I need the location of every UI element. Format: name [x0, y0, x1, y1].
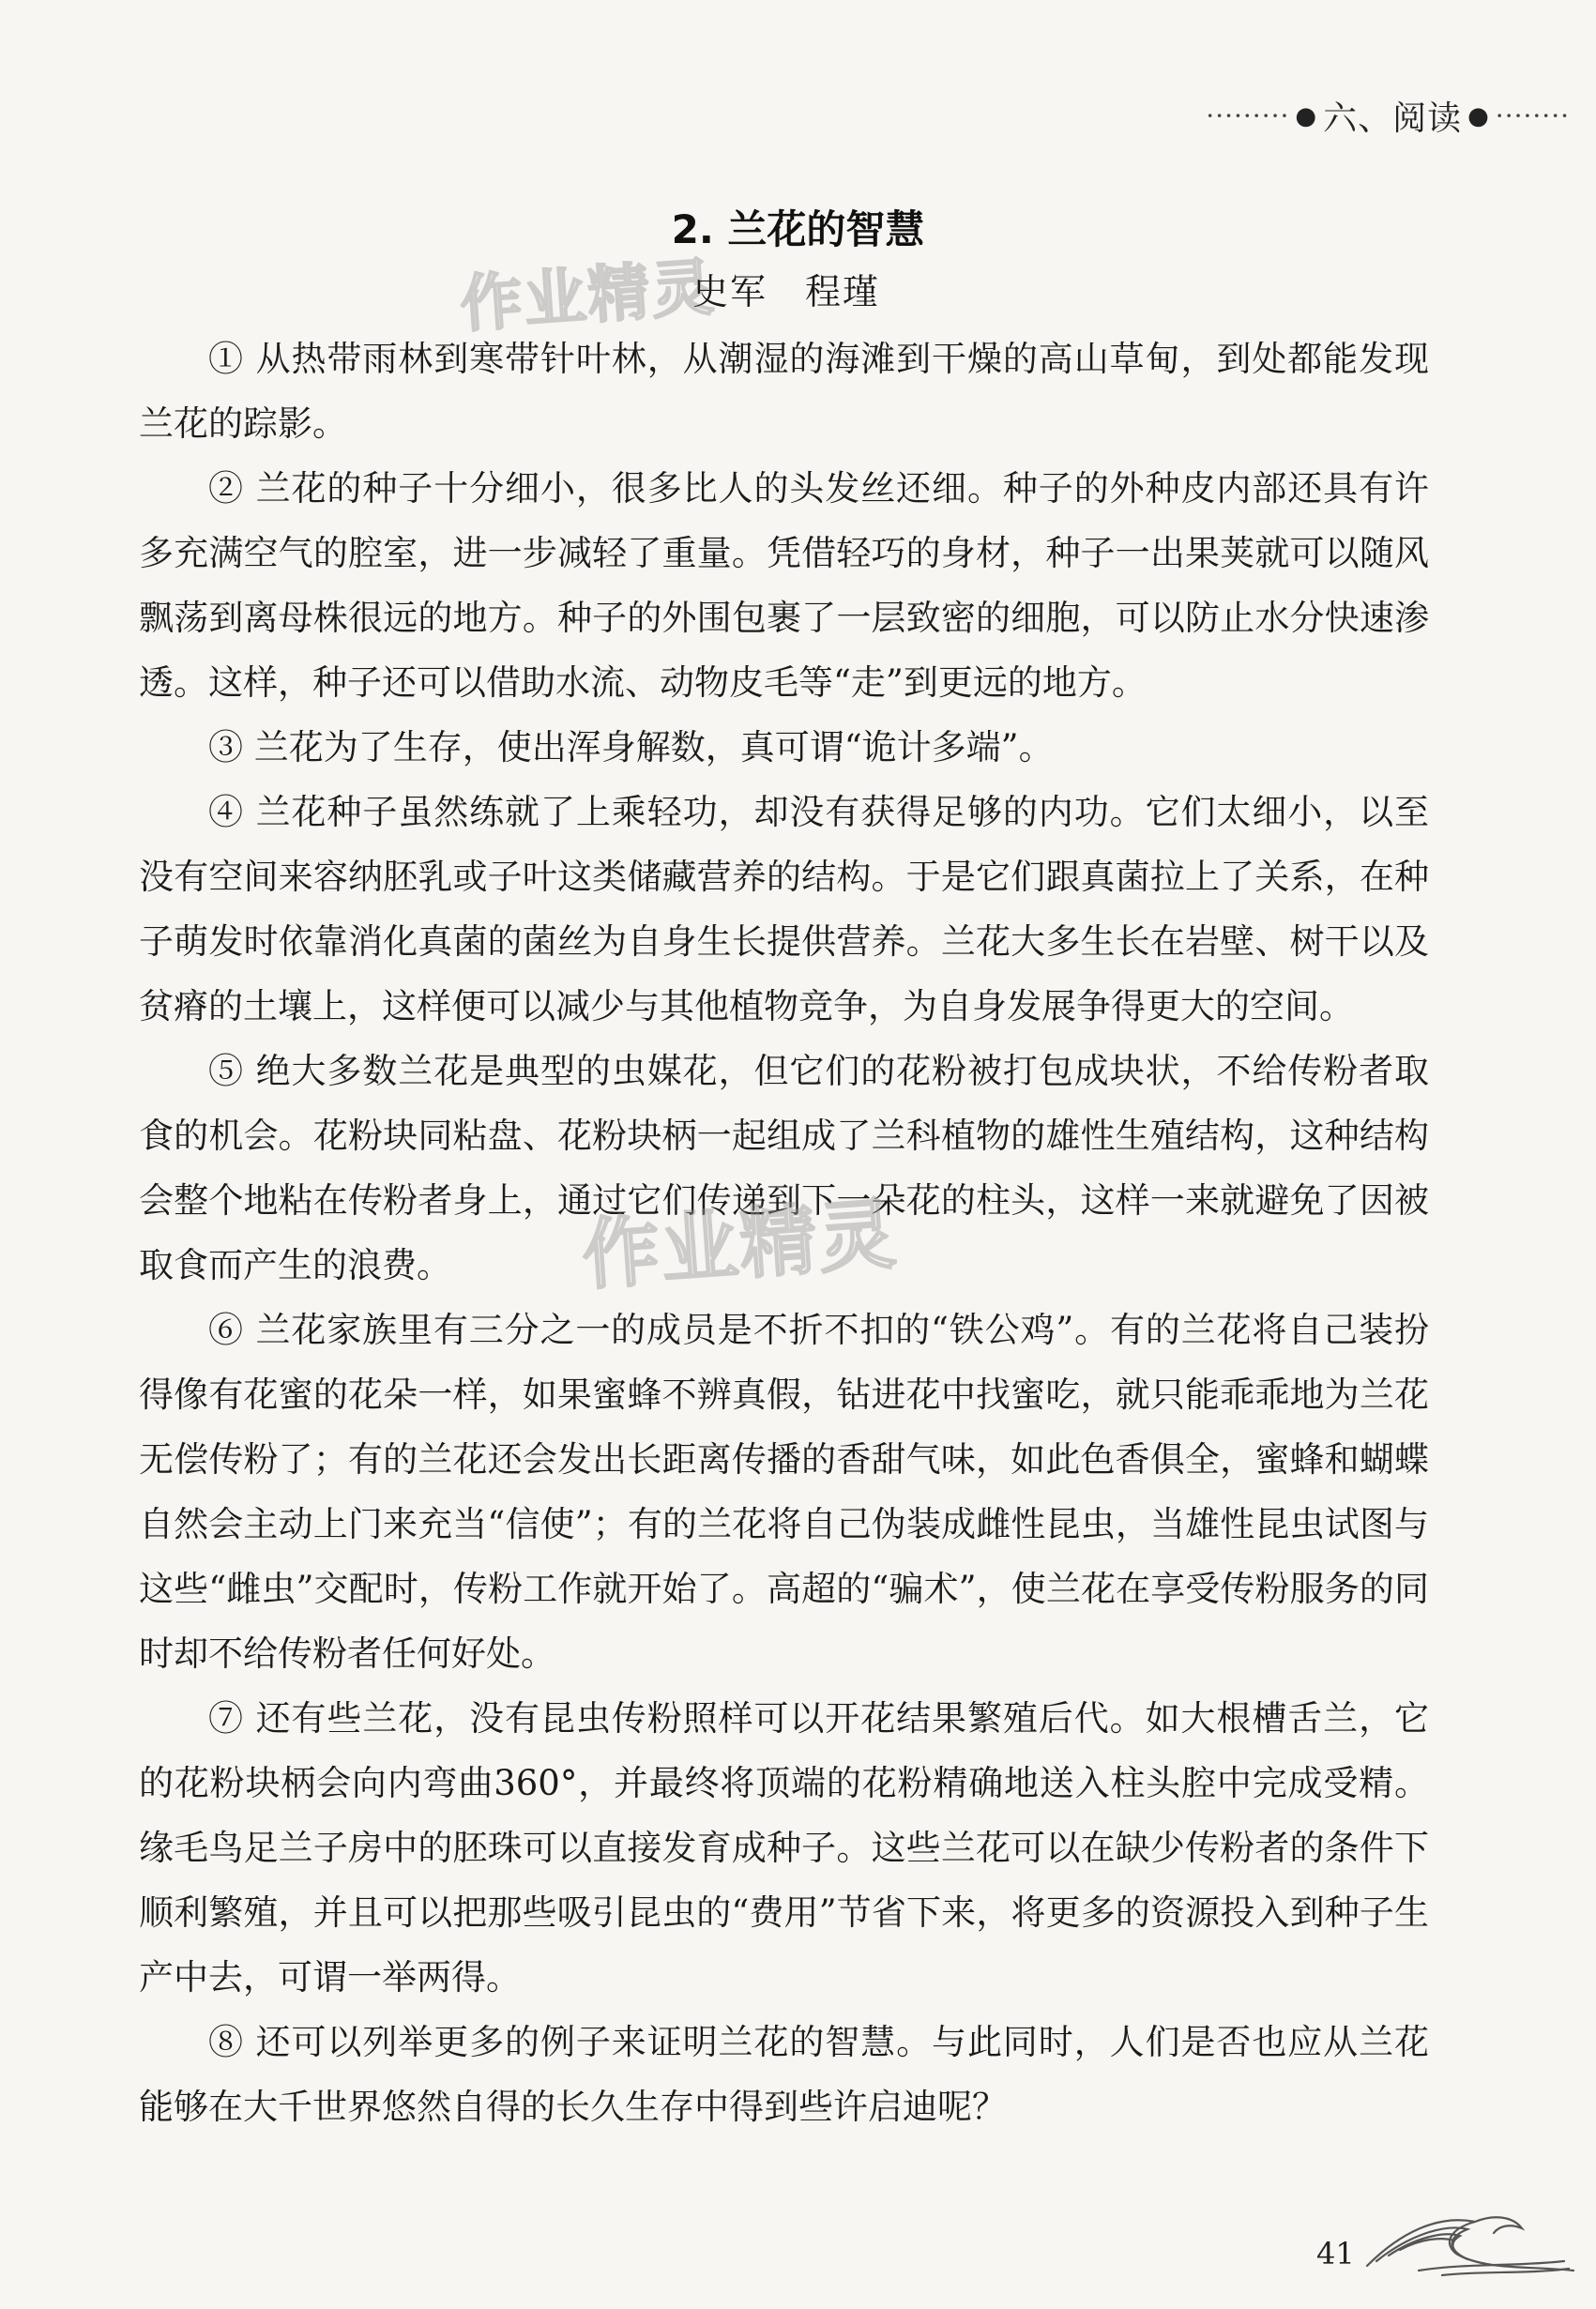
paragraph-7: ⑦ 还有些兰花，没有昆虫传粉照样可以开花结果繁殖后代。如大根槽舌兰，它的花粉块柄会向内弯曲360°，并最终将顶端的花粉精确地送入柱头腔中完成受精。缘毛鸟足兰子房中的胚珠可以直接发育成种子。这些兰花可以在缺少传粉者的条件下顺利繁殖，并且可以把那些吸引昆虫的“费用”节省下来，将更多的资源投入到种子生产中去，可谓一举两得。 — [139, 1698, 1429, 1998]
section-header — [1206, 92, 1570, 140]
paragraph-8: ⑧ 还可以列举更多的例子来证明兰花的智慧。与此同时，人们是否也应从兰花能够在大千世界悠然自得的长久生存中得到些许启迪呢？ — [139, 2022, 1429, 2127]
section-label: 六、阅读 — [1323, 99, 1463, 138]
watermark-middle: 作业精灵 — [579, 1190, 901, 1301]
header-dots-right: ········ — [1495, 100, 1570, 131]
article-authors: 史军 程瑾 — [692, 271, 881, 312]
header-bullet-right: ● — [1467, 101, 1490, 130]
watermark-top: 作业精灵 — [458, 251, 718, 342]
header-bullet-left: ● — [1295, 101, 1318, 130]
paragraph-1: ① 从热带雨林到寒带针叶林，从潮湿的海滩到干燥的高山草甸，到处都能发现兰花的踪影。 — [139, 339, 1429, 444]
paragraph-5: ⑤ 绝大多数兰花是典型的虫媒花，但它们的花粉被打包成块状，不给传粉者取食的机会。花粉块同粘盘、花粉块柄一起组成了兰科植物的雄性生殖结构，这种结构会整个地粘在传粉者身上，通过它们传递到下一朵花的柱头，这样一来就避免了因被取食而产生的浪费。 — [139, 1051, 1429, 1285]
article-title: 2. 兰花的智慧 — [671, 206, 925, 252]
wave-decoration-icon — [1362, 2177, 1578, 2280]
page-number: 41 — [1316, 2236, 1355, 2271]
paragraph-2: ② 兰花的种子十分细小，很多比人的头发丝还细。种子的外种皮内部还具有许多充满空气的腔室，进一步减轻了重量。凭借轻巧的身材，种子一出果荚就可以随风飘荡到离母株很远的地方。种子的外围包裹了一层致密的细胞，可以防止水分快速渗透。这样，种子还可以借助水流、动物皮毛等“走”到更远的地方。 — [139, 468, 1429, 703]
header-dots-left: ········· — [1206, 100, 1290, 131]
paragraph-3: ③ 兰花为了生存，使出浑身解数，真可谓“诡计多端”。 — [208, 727, 1054, 767]
paragraph-4: ④ 兰花种子虽然练就了上乘轻功，却没有获得足够的内功。它们太细小，以至没有空间来容纳胚乳或子叶这类储藏营养的结构。于是它们跟真菌拉上了关系，在种子萌发时依靠消化真菌的菌丝为自身生长提供营养。兰花大多生长在岩壁、树干以及贫瘠的土壤上，这样便可以减少与其他植物竞争，为自身发展争得更大的空间。 — [139, 792, 1429, 1026]
paragraph-6: ⑥ 兰花家族里有三分之一的成员是不折不扣的“铁公鸡”。有的兰花将自己装扮得像有花蜜的花朵一样，如果蜜蜂不辨真假，钻进花中找蜜吃，就只能乖乖地为兰花无偿传粉了；有的兰花还会发出长距离传播的香甜气味，如此色香俱全，蜜蜂和蝴蝶自然会主动上门来充当“信使”；有的兰花将自己伪装成雌性昆虫，当雄性昆虫试图与这些“雌虫”交配时，传粉工作就开始了。高超的“骗术”，使兰花在享受传粉服务的同时却不给传粉者任何好处。 — [139, 1310, 1429, 1674]
